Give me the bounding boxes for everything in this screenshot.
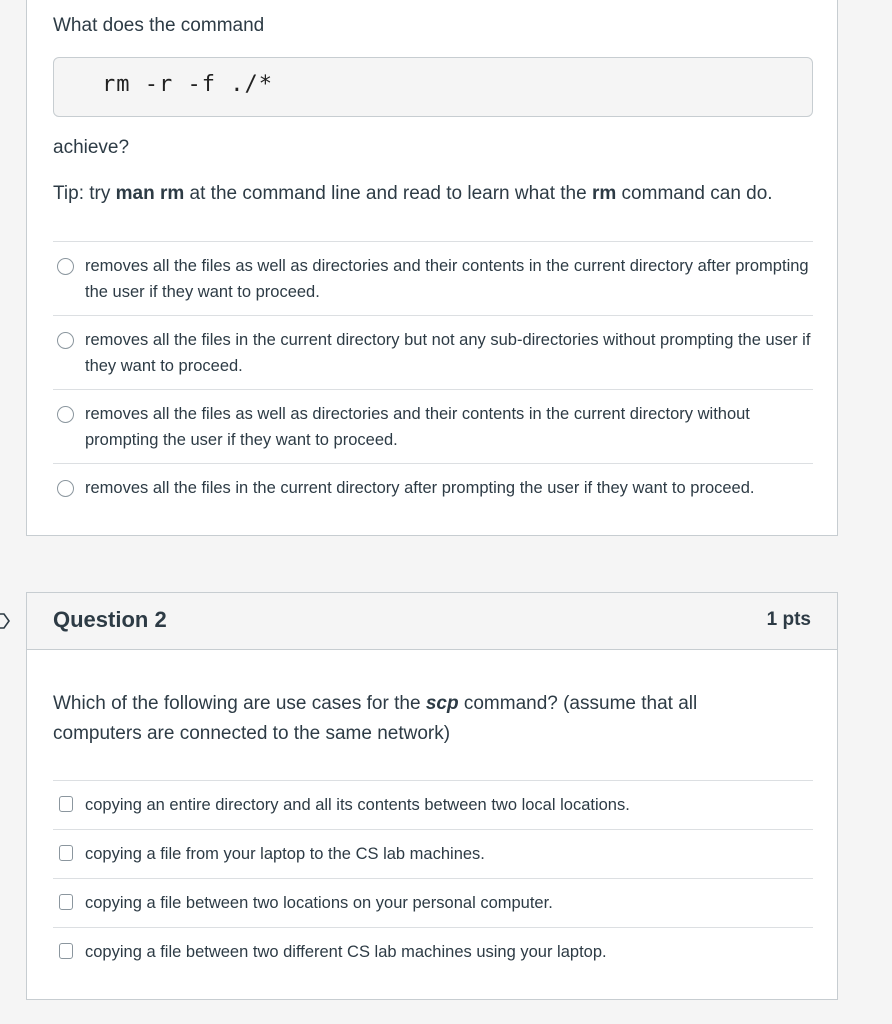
answer-option[interactable]: [53, 315, 813, 389]
question-2-header: [27, 593, 837, 650]
answer-text: removes all the files in the current directory after prompting the user if they want to proceed.: [85, 479, 755, 497]
radio-button[interactable]: [57, 258, 74, 275]
tip-middle: at the command line and read to learn what the: [184, 183, 592, 204]
radio-button[interactable]: [57, 480, 74, 497]
tip-bold-man-rm: man rm: [115, 183, 185, 204]
tip-suffix: command can do.: [616, 183, 773, 204]
answer-text: removes all the files as well as directories and their contents in the current directory after prompting the user if they want to proceed.: [85, 257, 809, 301]
answer-text: removes all the files as well as directories and their contents in the current directory without prompting the user if they want to proceed.: [85, 405, 750, 449]
command-code-block: [53, 57, 813, 117]
prompt-command: scp: [425, 693, 459, 714]
tip-prefix: Tip: try: [53, 183, 116, 204]
answer-option[interactable]: [53, 927, 813, 976]
checkbox[interactable]: [59, 845, 73, 861]
answer-text: copying a file from your laptop to the CS lab machines.: [85, 845, 485, 863]
question-2-prompt: [53, 689, 753, 749]
answer-text: removes all the files in the current directory but not any sub-directories without prompting the user if they want to proceed.: [85, 331, 811, 375]
answer-option[interactable]: [53, 241, 813, 315]
question-points: 1 pts: [766, 609, 811, 630]
question-2-answers: [53, 780, 813, 976]
answer-option[interactable]: [53, 829, 813, 878]
question-1-tip: [53, 179, 773, 209]
answer-option[interactable]: [53, 780, 813, 829]
prompt-after: command? (assume that all computers are connected to the same network): [53, 693, 698, 744]
command-text: rm -r -f ./*: [102, 72, 273, 97]
checkbox[interactable]: [59, 796, 73, 812]
answer-option[interactable]: [53, 389, 813, 463]
checkbox[interactable]: [59, 894, 73, 910]
answer-text: copying a file between two locations on your personal computer.: [85, 894, 553, 912]
question-2-card: [26, 592, 838, 1000]
answer-option[interactable]: [53, 878, 813, 927]
question-title: Question 2: [53, 607, 167, 632]
flag-question-icon[interactable]: [0, 612, 12, 630]
tip-bold-rm: rm: [591, 183, 617, 204]
checkbox[interactable]: [59, 943, 73, 959]
question-1-prompt-before: What does the command: [53, 15, 265, 36]
question-1-card: [26, 0, 838, 536]
answer-text: copying an entire directory and all its contents between two local locations.: [85, 796, 630, 814]
question-1-prompt-after: achieve?: [53, 137, 130, 158]
radio-button[interactable]: [57, 406, 74, 423]
radio-button[interactable]: [57, 332, 74, 349]
prompt-before: Which of the following are use cases for the: [53, 693, 426, 714]
page-bottom-spacer: [0, 1010, 892, 1024]
answer-text: copying a file between two different CS lab machines using your laptop.: [85, 943, 607, 961]
answer-option[interactable]: [53, 463, 813, 511]
question-1-answers: [53, 241, 813, 511]
